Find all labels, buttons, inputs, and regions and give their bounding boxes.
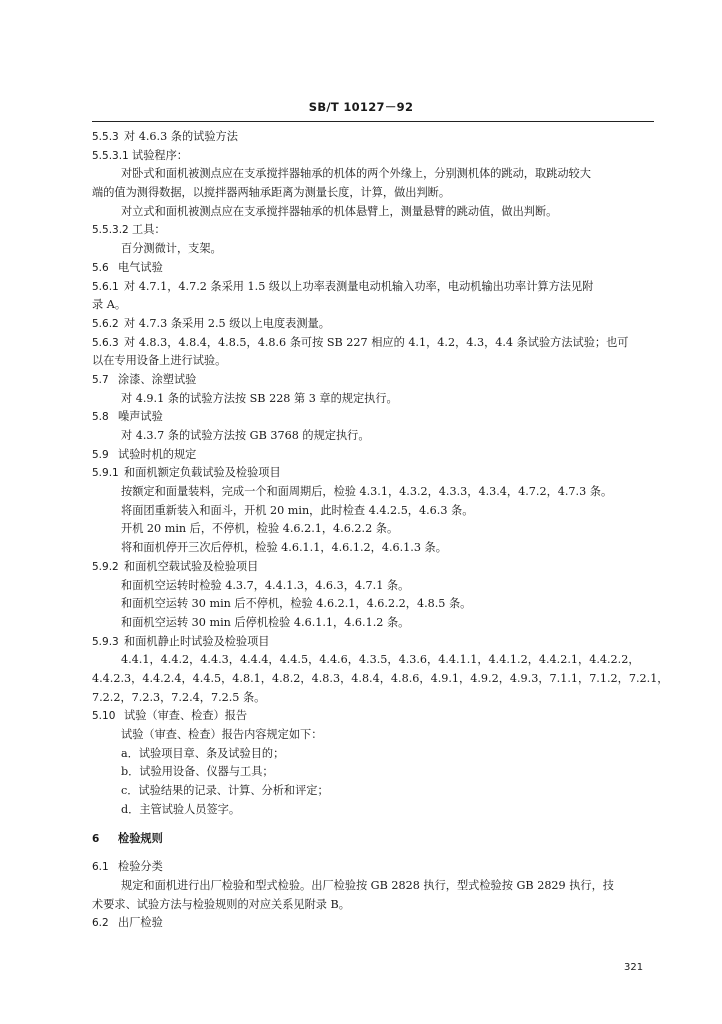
paragraph-line (92, 801, 654, 820)
paragraph-text: 百分测微计，支架。 (121, 242, 222, 256)
section-number: 5.6.1 (92, 280, 119, 293)
paragraph-text: 按额定和面量装料，完成一个和面周期后，检验 4.3.1，4.3.2，4.3.3，4.3.4，4.7.2，4.7.3 条。 (121, 485, 613, 499)
section-title: 试验程序： (132, 148, 188, 162)
section-title: 对 4.7.1，4.7.2 条采用 1.5 级以上功率表测量电动机输入功率，电动机输出功率计算方法见附 (124, 279, 594, 293)
paragraph-text: d．主管试验人员签字。 (121, 802, 241, 816)
section-title: 和面机额定负载试验及检验项目 (124, 466, 281, 480)
paragraph-line (92, 203, 654, 222)
paragraph-line (92, 390, 654, 409)
section-title: 和面机静止时试验及检验项目 (124, 634, 270, 648)
paragraph-text: 试验（审查、检查）报告内容规定如下： (121, 728, 323, 741)
section-title: 试验（审查、检查）报告 (124, 709, 248, 723)
paragraph-text: 规定和面机进行出厂检验和型式检验。出厂检验按 GB 2828 执行，型式检验按 GB 2829 执行，技 (121, 878, 614, 892)
paragraph-text: 开机 20 min 后，不停机，检验 4.6.2.1，4.6.2.2 条。 (121, 522, 399, 536)
paragraph-line (92, 689, 654, 708)
section-heading (92, 371, 654, 390)
section-heading (92, 334, 654, 353)
section-number: 5.10 (92, 710, 116, 723)
chapter-heading (92, 829, 654, 848)
section-heading (92, 278, 654, 297)
paragraph-text: 7.2.2，7.2.3，7.2.4，7.2.5 条。 (92, 690, 266, 704)
section-heading (92, 858, 654, 877)
paragraph-text: 对立式和面机被测点应在支承搅拌器轴承的机体悬臂上，测量悬臂的跳动值，做出判断。 (121, 204, 558, 218)
section-heading (92, 147, 654, 166)
paragraph-gap (92, 819, 654, 829)
section-title: 工具： (132, 223, 166, 237)
paragraph-text: 将面团重新装入和面斗，开机 20 min，此时检查 4.4.2.5，4.6.3 条。 (121, 503, 474, 517)
section-heading (92, 408, 654, 427)
section-heading (92, 558, 654, 577)
paragraph-line (92, 483, 654, 502)
section-number: 6.2 (92, 917, 109, 930)
section-title: 对 4.7.3 条采用 2.5 级以上电度表测量。 (124, 316, 330, 330)
section-number: 5.8 (92, 411, 109, 424)
paragraph-text: 4.4.1，4.4.2，4.4.3，4.4.4，4.4.5，4.4.6，4.3.5，4.3.6，4.4.1.1，4.4.1.2，4.4.2.1，4.4.2.2， (121, 653, 640, 667)
paragraph-line (92, 427, 654, 446)
section-heading (92, 128, 654, 147)
section-number: 6.1 (92, 861, 109, 874)
paragraph-text: c．试验结果的记录、计算、分析和评定； (121, 784, 329, 798)
paragraph-line (92, 614, 654, 633)
paragraph-line (92, 670, 669, 689)
paragraph-text: a．试验项目章、条及试验目的； (121, 746, 285, 760)
paragraph-line (92, 726, 654, 745)
section-heading (92, 464, 654, 483)
section-title: 和面机空载试验及检验项目 (124, 559, 259, 573)
paragraph-line (92, 651, 654, 670)
section-number: 5.9.2 (92, 560, 119, 573)
paragraph-line (92, 577, 654, 596)
paragraph-text: 录 A。 (92, 298, 127, 312)
paragraph-text: 和面机空运转 30 min 后停机检验 4.6.1.1，4.6.1.2 条。 (121, 615, 410, 629)
paragraph-text: 以在专用设备上进行试验。 (92, 354, 227, 368)
section-title: 噪声试验 (118, 410, 163, 424)
paragraph-text: 对 4.9.1 条的试验方法按 SB 228 第 3 章的规定执行。 (121, 391, 398, 405)
paragraph-text: b．试验用设备、仪器与工具； (121, 765, 274, 779)
section-title: 对 4.8.3，4.8.4，4.8.5，4.8.6 条可按 SB 227 相应的 4.1，4.2，4.3，4.4 条试验方法试验；也可 (124, 335, 629, 349)
page-number: 321 (624, 962, 644, 973)
paragraph-text: 对卧式和面机被测点应在支承搅拌器轴承的机体的两个外缘上，分别测机体的跳动，取跳动较大 (121, 167, 591, 181)
section-title: 检验规则 (118, 831, 163, 846)
section-heading (92, 446, 654, 465)
section-number: 5.7 (92, 373, 109, 386)
section-number: 5.5.3.2 (92, 224, 129, 237)
paragraph-line (92, 184, 654, 203)
section-title: 出厂检验 (118, 916, 163, 930)
section-number: 5.9.3 (92, 635, 119, 648)
paragraph-line (92, 595, 654, 614)
section-number: 5.6.3 (92, 336, 119, 349)
section-heading (92, 221, 654, 240)
section-number: 5.9.1 (92, 467, 119, 480)
section-number: 5.5.3 (92, 131, 119, 143)
paragraph-text: 将和面机停开三次后停机，检验 4.6.1.1，4.6.1.2，4.6.1.3 条。 (121, 541, 447, 555)
paragraph-line (92, 745, 654, 764)
document-body (92, 128, 669, 933)
section-heading (92, 259, 654, 278)
section-title: 涂漆、涂塑试验 (118, 372, 197, 386)
paragraph-line (92, 520, 654, 539)
section-title: 检验分类 (118, 860, 163, 874)
paragraph-line (92, 352, 654, 371)
section-number: 5.6.2 (92, 317, 119, 330)
paragraph-line (92, 896, 654, 915)
section-heading (92, 315, 654, 334)
paragraph-line (92, 240, 654, 259)
paragraph-line (92, 502, 654, 521)
paragraph-line (92, 539, 654, 558)
paragraph-text: 端的值为测得数据，以搅拌器两轴承距离为测量长度，计算，做出判断。 (92, 186, 451, 200)
section-number: 6 (92, 833, 100, 846)
section-title: 试验时机的规定 (118, 447, 197, 461)
standard-code-header: SB/T 10127－92 (308, 100, 414, 114)
paragraph-text: 4.4.2.3，4.4.2.4，4.4.5，4.8.1，4.8.2，4.8.3，4.8.4，4.8.6，4.9.1，4.9.2，4.9.3，7.1.1，7.1.2，7.2.1， (92, 671, 669, 685)
section-number: 5.6 (92, 261, 109, 274)
section-number: 5.5.3.1 (92, 149, 129, 162)
header-rule (92, 121, 654, 122)
paragraph-text: 和面机空运转时检验 4.3.7，4.4.1.3，4.6.3，4.7.1 条。 (121, 578, 410, 592)
section-title: 对 4.6.3 条的试验方法 (124, 130, 238, 143)
paragraph-line (92, 296, 654, 315)
section-heading (92, 707, 654, 726)
paragraph-line (92, 763, 654, 782)
section-heading (92, 914, 654, 933)
paragraph-line (92, 877, 654, 896)
paragraph-text: 术要求、试验方法与检验规则的对应关系见附录 B。 (92, 897, 350, 911)
paragraph-line (92, 782, 654, 801)
paragraph-text: 和面机空运转 30 min 后不停机，检验 4.6.2.1，4.6.2.2，4.8.5 条。 (121, 597, 472, 611)
paragraph-gap (92, 848, 654, 858)
paragraph-line (92, 165, 654, 184)
section-title: 电气试验 (118, 260, 163, 274)
paragraph-text: 对 4.3.7 条的试验方法按 GB 3768 的规定执行。 (121, 429, 370, 442)
section-number: 5.9 (92, 448, 109, 461)
section-heading (92, 633, 654, 652)
